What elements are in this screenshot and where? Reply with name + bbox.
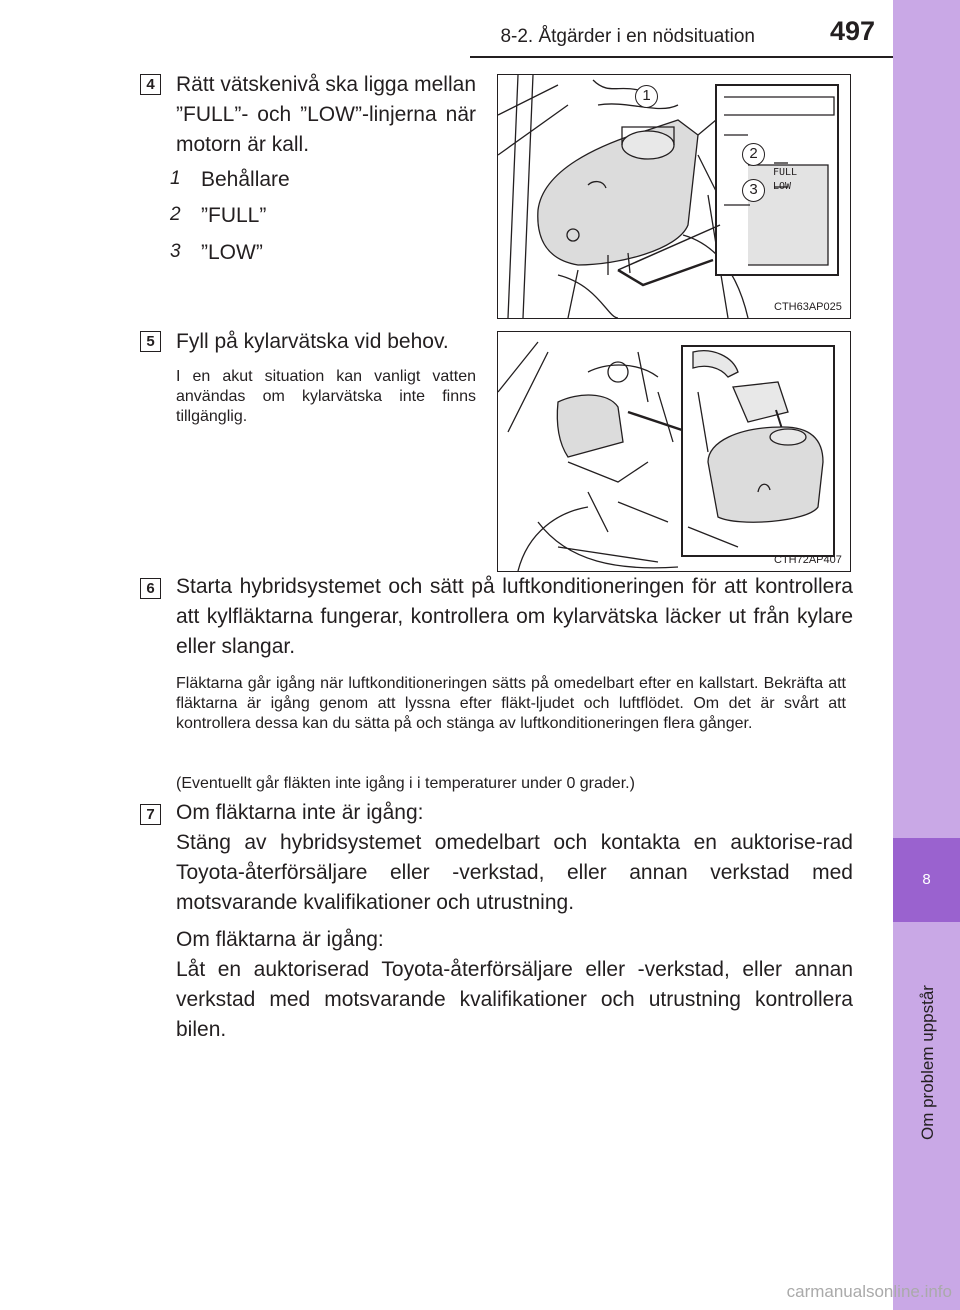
figure-code: CTH63AP025 xyxy=(774,301,842,313)
chapter-title: Om problem uppstår xyxy=(918,985,937,1140)
callout-3: 3 xyxy=(742,179,765,202)
item-1-number: 1 xyxy=(170,168,181,189)
chapter-number-tab: 8 xyxy=(893,838,960,922)
full-mark: FULL xyxy=(773,167,798,178)
item-3-number: 3 xyxy=(170,241,181,262)
coolant-refill-figure xyxy=(497,331,851,572)
step-6-note-2: (Eventuellt går fläkten inte igång i i temperaturer under 0 grader.) xyxy=(176,775,635,792)
step-7-heading-2: Om fläktarna är igång: xyxy=(176,928,384,951)
step-5-text: Fyll på kylarvätska vid behov. xyxy=(176,330,449,353)
item-1-label: Behållare xyxy=(201,168,290,191)
callout-1: 1 xyxy=(635,85,658,108)
step-4-badge: 4 xyxy=(140,74,161,95)
watermark: carmanualsonline.info xyxy=(786,1282,952,1301)
step-6-note: Fläktarna går igång när luftkonditioneringen sätts på omedelbart efter en kallstart. Bekräfta att fläktarna är igång genom att lyssna efter fläkt-ljudet och luftflödet. Om det är svårt att kontrollera dessa kan du sätta på och stänga av luftkonditioneringen flera gånger. xyxy=(176,675,846,732)
figure-code-2: CTH72AP407 xyxy=(774,554,842,566)
step-5-badge: 5 xyxy=(140,331,161,352)
page-number: 497 xyxy=(830,16,876,46)
step-7-text-2: Låt en auktoriserad Toyota-återförsäljare eller -verkstad, eller annan verkstad med motsvarande kvalifikationer och utrustning kontrollera bilen. xyxy=(176,958,853,1041)
step-6-text: Starta hybridsystemet och sätt på luftkonditioneringen för att kontrollera att kylfläktarna fungerar, kontrollera om kylarvätska läcker ut från kylare eller slangar. xyxy=(176,575,853,658)
step-7-text-1: Stäng av hybridsystemet omedelbart och kontakta en auktorise-rad Toyota-återförsäljare eller -verkstad, eller annan verkstad med motsvarande kvalifikationer och utrustning. xyxy=(176,831,853,914)
refill-illustration xyxy=(498,332,850,571)
chapter-title-vertical xyxy=(893,922,960,1142)
item-2-label: ”FULL” xyxy=(201,204,267,227)
step-4-text: Rätt vätskenivå ska ligga mellan ”FULL”- och ”LOW”-linjerna när motorn är kall. xyxy=(176,73,476,156)
callout-2: 2 xyxy=(742,143,765,166)
engine-bay-illustration xyxy=(498,75,850,318)
section-title: 8-2. Åtgärder i en nödsituation xyxy=(500,26,755,47)
item-2-number: 2 xyxy=(170,204,181,225)
header-rule xyxy=(470,56,893,58)
step-6-badge: 6 xyxy=(140,578,161,599)
step-5-note: I en akut situation kan vanligt vatten användas om kylarvätska inte finns tillgänglig. xyxy=(176,368,476,425)
coolant-reservoir-figure xyxy=(497,74,851,319)
item-3-label: ”LOW” xyxy=(201,241,263,264)
low-mark: LOW xyxy=(773,181,792,192)
step-7-badge: 7 xyxy=(140,804,161,825)
step-7-heading-1: Om fläktarna inte är igång: xyxy=(176,801,424,824)
